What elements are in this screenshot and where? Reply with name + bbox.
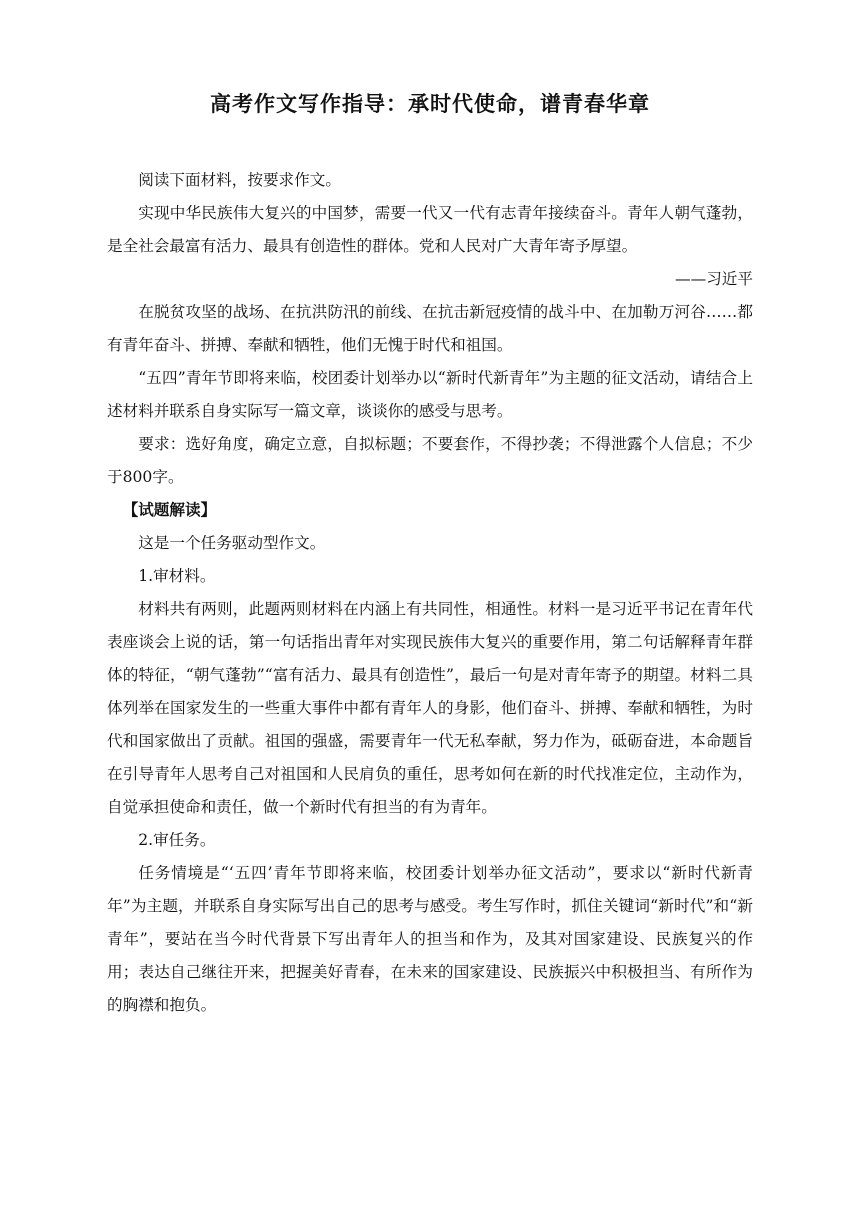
page-title: 高考作文写作指导：承时代使命，谱青春华章: [210, 91, 650, 116]
document-body: [107, 164, 753, 1022]
point-1-heading: 1.审材料。: [138, 567, 216, 585]
task-paragraph: “五四”青年节即将来临，校团委计划举办以“新时代新青年”为主题的征文活动，请结合上述材料并联系自身实际写一篇文章，谈谈你的感受与思考。: [107, 369, 753, 420]
quote-author: ——习近平: [675, 270, 753, 288]
point-2-heading: 2.审任务。: [138, 831, 216, 849]
instruction-paragraph: 阅读下面材料，按要求作文。: [138, 171, 341, 189]
analysis-intro-paragraph: 这是一个任务驱动型作文。: [138, 534, 326, 552]
section-heading: 【试题解读】: [122, 501, 217, 519]
material-paragraph: 在脱贫攻坚的战场、在抗洪防汛的前线、在抗击新冠疫情的战斗中、在加勒万河谷……都有青年奋斗、拼搏、奉献和牺牲，他们无愧于时代和祖国。: [107, 303, 753, 354]
point-1-paragraph: 材料共有两则，此题两则材料在内涵上有共同性，相通性。材料一是习近平书记在青年代表座谈会上说的话，第一句话指出青年对实现民族伟大复兴的重要作用，第二句话解释青年群体的特征，“朝气蓬勃”“富有活力、最具有创造性”，最后一句是对青年寄予的期望。材料二具体列举在国家发生的一些重大事件中都有青年人的身影，他们奋斗、拼搏、奉献和牺牲，为时代和国家做出了贡献。祖国的强盛，需要青年一代无私奉献，努力作为，砥砺奋进，本命题旨在引导青年人思考自己对祖国和人民肩负的重任，思考如何在新的时代找准定位，主动作为，自觉承担使命和责任，做一个新时代有担当的有为青年。: [107, 600, 753, 816]
requirements-paragraph: 要求：选好角度，确定立意，自拟标题；不要套作，不得抄袭；不得泄露个人信息；不少于800字。: [107, 435, 753, 486]
quote-paragraph: 实现中华民族伟大复兴的中国梦，需要一代又一代有志青年接续奋斗。青年人朝气蓬勃，是全社会最富有活力、最具有创造性的群体。党和人民对广大青年寄予厚望。: [107, 204, 753, 255]
point-2-paragraph: 任务情境是“‘五四’青年节即将来临，校团委计划举办征文活动”，要求以“新时代新青年”为主题，并联系自身实际写出自己的思考与感受。考生写作时，抓住关键词“新时代”和“新青年”，要站在当今时代背景下写出青年人的担当和作为，及其对国家建设、民族复兴的作用；表达自己继往开来，把握美好青春，在未来的国家建设、民族振兴中积极担当、有所作为的胸襟和抱负。: [107, 864, 753, 1014]
